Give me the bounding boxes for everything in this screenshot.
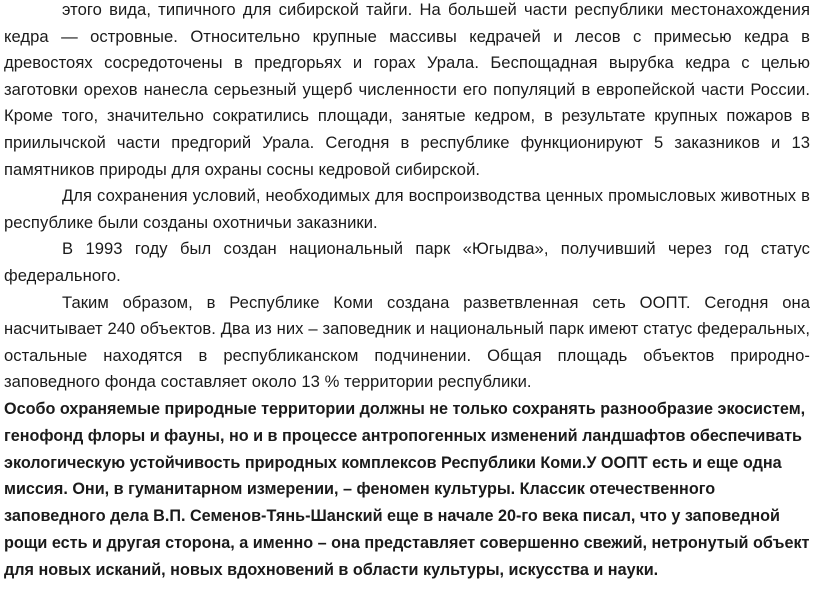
paragraph-mission-of-protected-areas: Особо охраняемые природные территории должны не только сохранять разнообразие экосистем, генофонд флоры и фауны, но и в процессе антропогенных изменений ландшафтов обеспечивать экологическую устойчивость природных комплексов Республики Коми.У ООПТ есть и еще одна миссия. Они, в гуманитарном измерении, – феномен культуры. Классик отечественного заповедного дела В.П. Семенов-Тянь-Шанский еще в начале 20-го века писал, что у заповедной рощи есть и другая сторона, а именно – она представляет совершенно свежий, нетронутый объект для новых исканий, новых вдохновений в области культуры, искусства и науки. [4, 399, 810, 579]
paragraph-protected-areas-network: Таким образом, в Республике Коми создана разветвленная сеть ООПТ. Сегодня она насчитывает 240 объектов. Два из них – заповедник и национальный парк имеют статус федеральных, остальные находятся в республиканском подчинении. Общая площадь объектов природно-заповедного фонда составляет около 13 % территории республики. [4, 292, 810, 392]
paragraph-cedar-forests: этого вида, типичного для сибирской тайги. На большей части республики местонахождения кедра — островные. Относительно крупные массивы кедрачей и лесов с примесью кедра в древостоях сосредоточены в предгорьях и горах Урала. Беспощадная вырубка кедра с целью заготовки орехов нанесла серьезный ущерб численности его популяций в европейской части России. Кроме того, значительно сократились площади, занятые кедром, в результате крупных пожаров в приилычской части предгорий Урала. Сегодня в республике функционируют 5 заказников и 13 памятников природы для охраны сосны кедровой сибирской. [4, 0, 810, 179]
paragraph-national-park: В 1993 году был создан национальный парк «Югыдва», получивший через год статус федерального. [4, 239, 810, 285]
paragraph-hunting-reserves: Для сохранения условий, необходимых для воспроизводства ценных промысловых животных в республике были созданы охотничьи заказники. [4, 186, 810, 232]
